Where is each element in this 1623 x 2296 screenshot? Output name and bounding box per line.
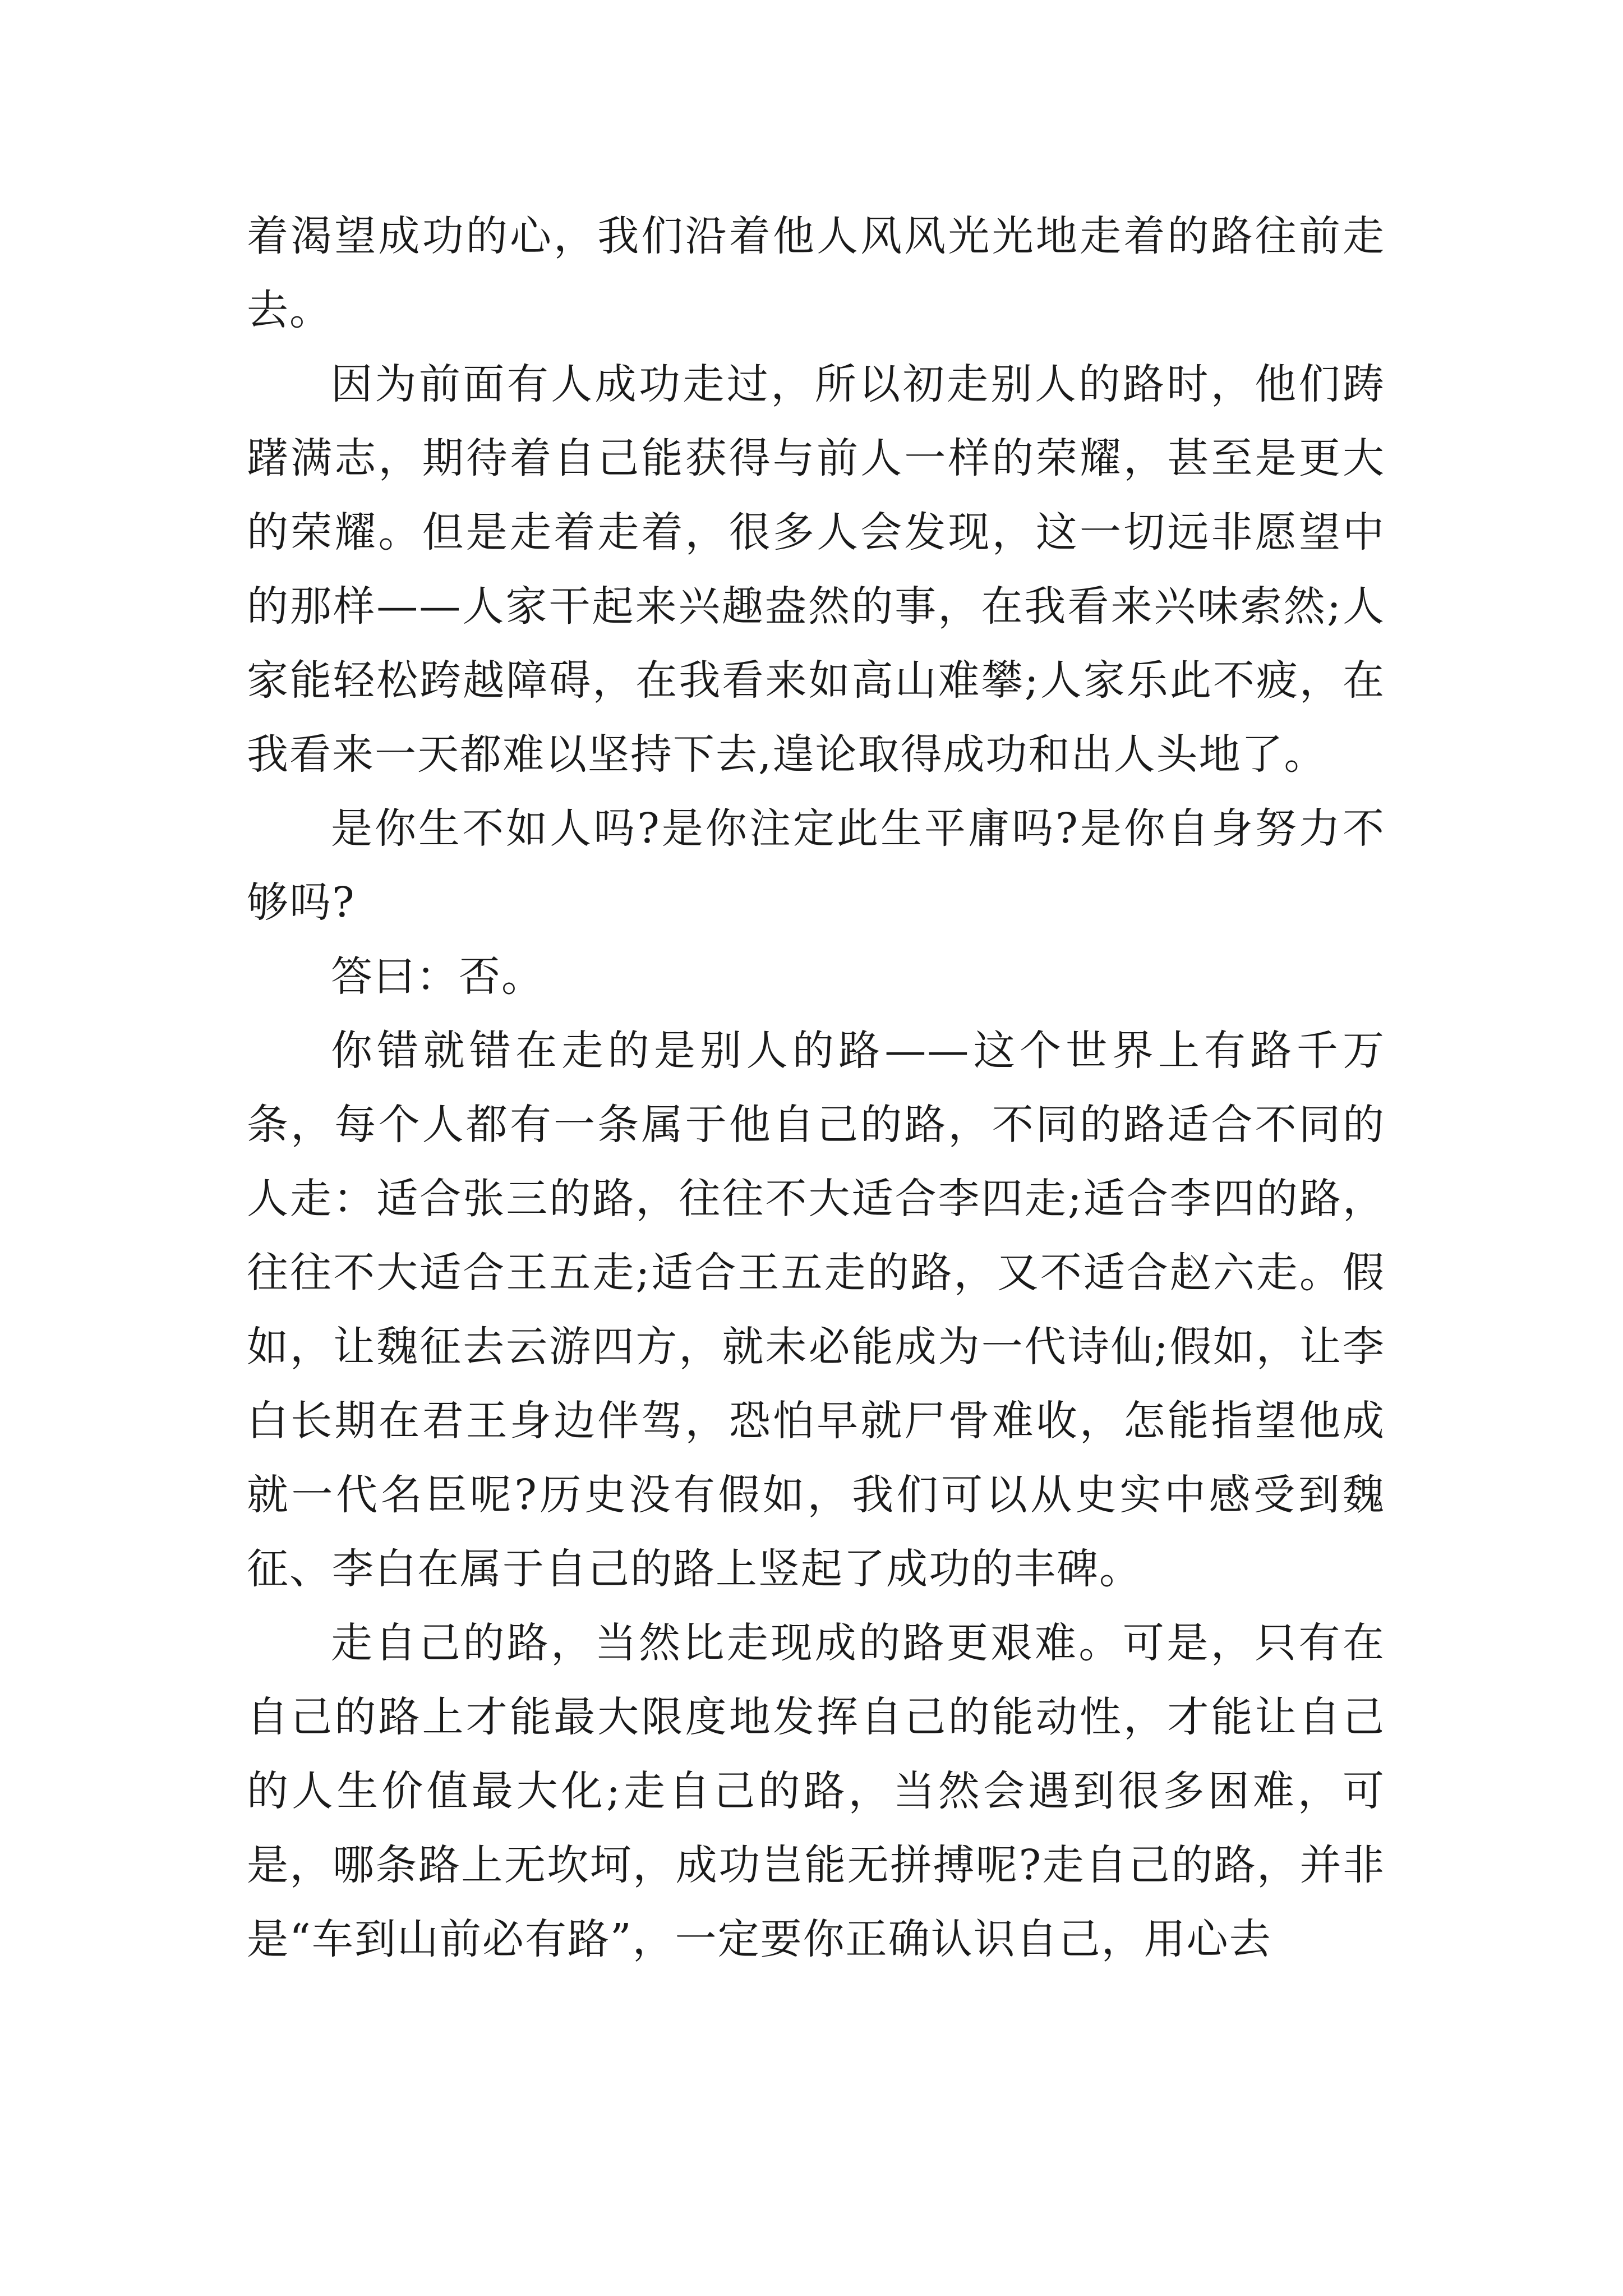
body-text (247, 199, 1385, 1976)
paragraph-continued: 着渴望成功的心，我们沿着他人风风光光地走着的路往前走去。 (247, 212, 1385, 334)
paragraph: 答曰：否。 (331, 953, 544, 1001)
paragraph: 走自己的路，当然比走现成的路更艰难。可是，只有在自己的路上才能最大限度地发挥自己的能动性，才能让自己的人生价值最大化;走自己的路，当然会遇到很多困难，可是，哪条路上无坎坷，成功岂能无拼搏呢?走自己的路，并非是“车到山前必有路”，一定要你正确认识自己，用心去 (247, 1619, 1385, 1963)
paragraph: 你错就错在走的是别人的路——这个世界上有路千万条，每个人都有一条属于他自己的路，不同的路适合不同的人走：适合张三的路，往往不大适合李四走;适合李四的路，往往不大适合王五走;适合王五走的路，又不适合赵六走。假如，让魏征去云游四方，就未必能成为一代诗仙;假如，让李白长期在君王身边伴驾，恐怕早就尸骨难收，怎能指望他成就一代名臣呢?历史没有假如，我们可以从史实中感受到魏征、李白在属于自己的路上竖起了成功的丰碑。 (247, 1027, 1385, 1593)
paragraph: 是你生不如人吗?是你注定此生平庸吗?是你自身努力不够吗? (247, 804, 1385, 927)
paragraph: 因为前面有人成功走过，所以初走别人的路时，他们踌躇满志，期待着自己能获得与前人一样的荣耀，甚至是更大的荣耀。但是走着走着，很多人会发现，这一切远非愿望中的那样——人家干起来兴趣盎然的事，在我看来兴味索然;人家能轻松跨越障碍，在我看来如高山难攀;人家乐此不疲，在我看来一天都难以坚持下去,遑论取得成功和出人头地了。 (247, 360, 1385, 779)
